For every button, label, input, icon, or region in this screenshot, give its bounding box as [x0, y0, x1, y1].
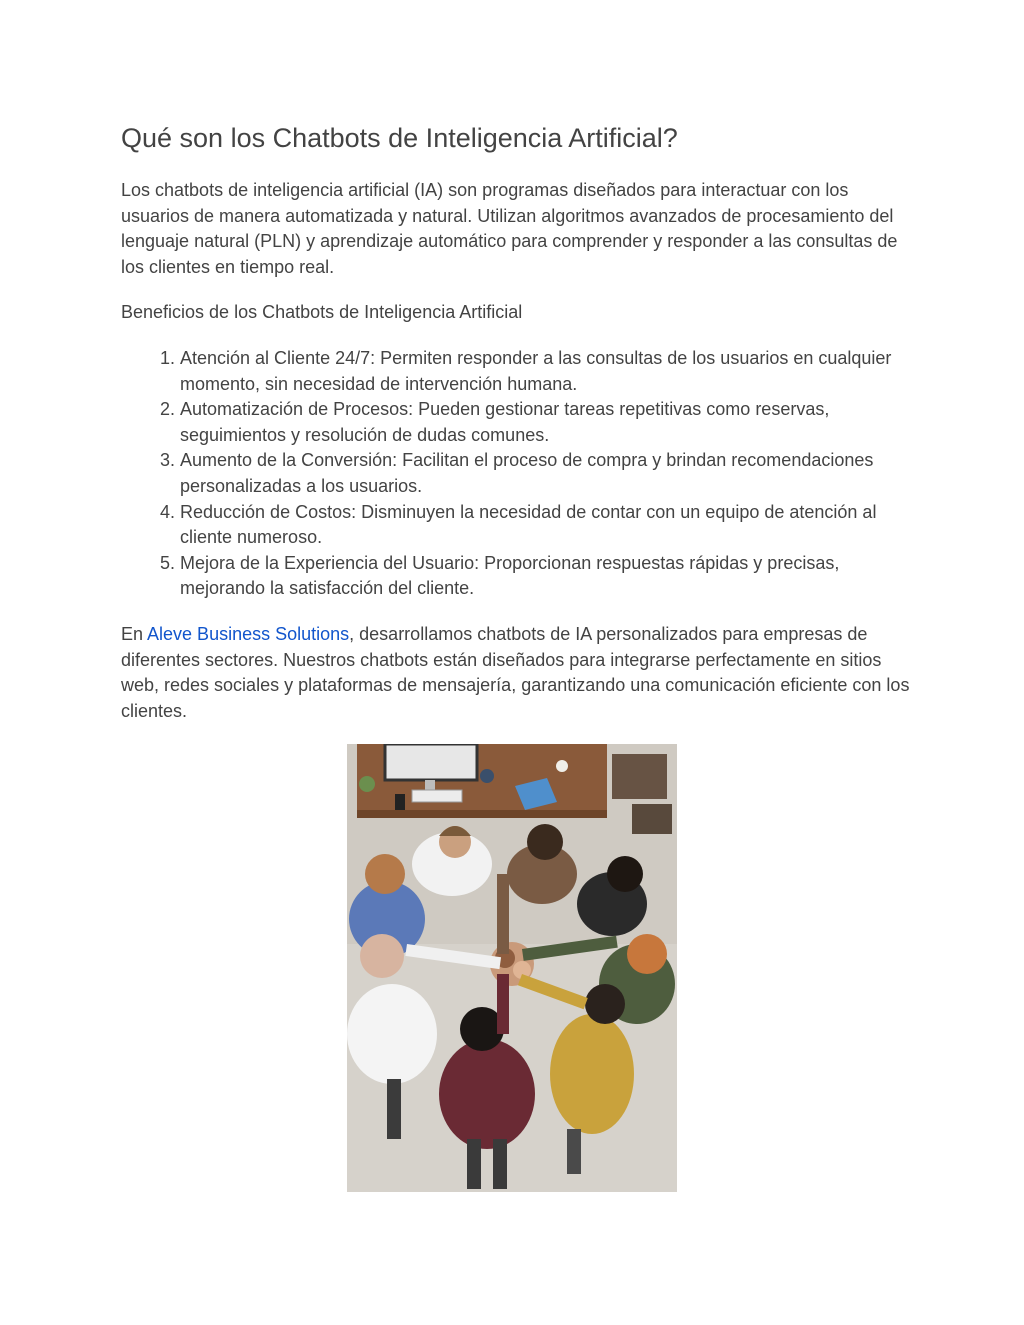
- list-item: 5. Mejora de la Experiencia del Usuario: Proporcionan respuestas rápidas y precisas, mejorando la satisfacción del cliente.: [180, 551, 911, 602]
- list-item: 4. Reducción de Costos: Disminuyen la necesidad de contar con un equipo de atención al cliente numeroso.: [180, 500, 911, 551]
- benefits-list: [121, 346, 911, 602]
- page-title: Qué son los Chatbots de Inteligencia Artificial?: [121, 123, 678, 153]
- closing-prefix: En: [121, 623, 148, 644]
- closing-paragraph: [121, 622, 911, 724]
- company-link[interactable]: Aleve Business Solutions: [147, 623, 350, 644]
- list-item: 3. Aumento de la Conversión: Facilitan el proceso de compra y brindan recomendaciones personalizadas a los usuarios.: [180, 448, 911, 499]
- list-item: 2. Automatización de Procesos: Pueden gestionar tareas repetitivas como reservas, seguimientos y resolución de dudas comunes.: [180, 397, 911, 448]
- team-photo: [347, 744, 677, 1192]
- document-body: [121, 118, 911, 724]
- intro-paragraph: Los chatbots de inteligencia artificial (IA) son programas diseñados para interactuar con los usuarios de manera automatizada y natural. Utilizan algoritmos avanzados de procesamiento del lenguaje natural (PLN) y aprendizaje automático para comprender y responder a las consultas de los clientes en tiempo real.: [121, 180, 898, 277]
- benefits-heading: Beneficios de los Chatbots de Inteligencia Artificial: [121, 302, 523, 323]
- closing-suffix: , desarrollamos chatbots de IA personalizados para empresas de diferentes sectores. Nuestros chatbots están diseñados para integrarse perfectamente en sitios web, redes sociales y plataformas de mensajería, garantizando una comunicación eficiente con los clientes.: [121, 623, 910, 721]
- list-item: 1. Atención al Cliente 24/7: Permiten responder a las consultas de los usuarios en cualquier momento, sin necesidad de intervención humana.: [180, 346, 911, 397]
